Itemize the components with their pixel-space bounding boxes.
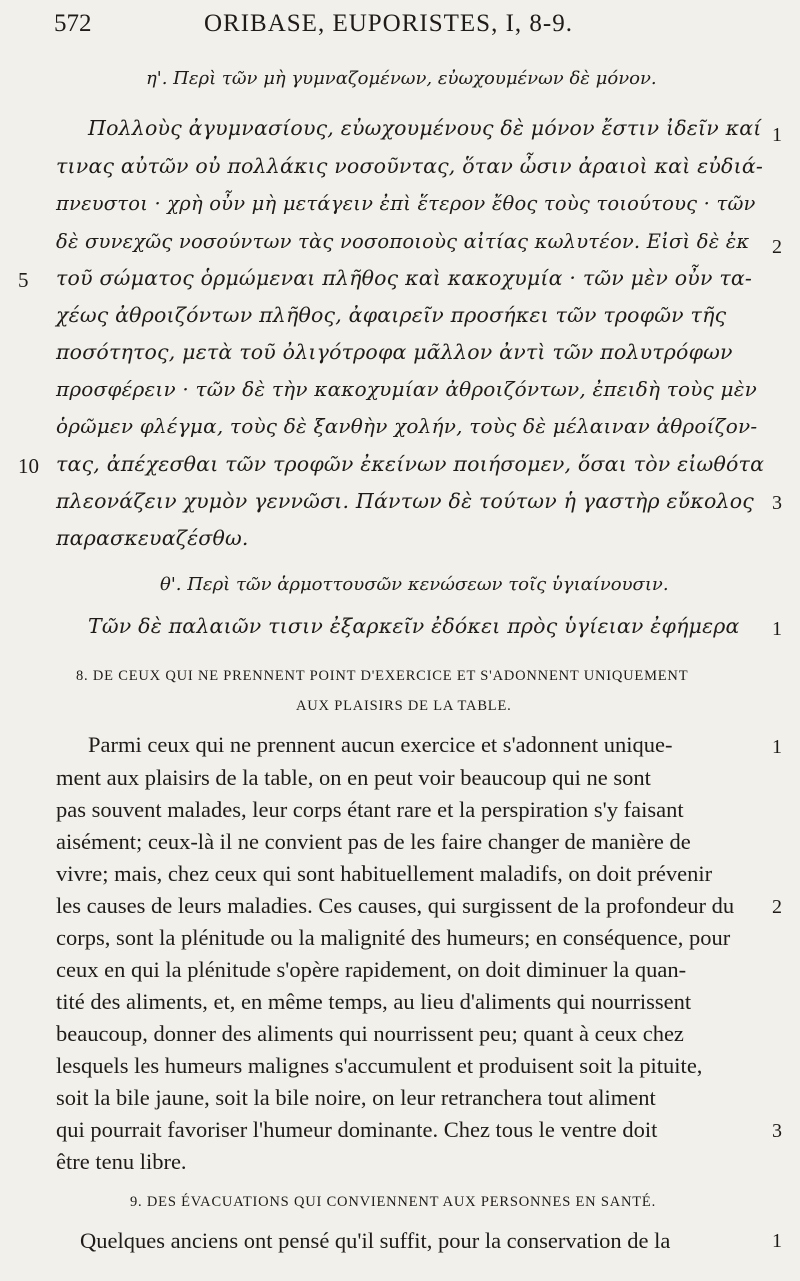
french-line-9: tité des aliments, et, en même temps, au lieu d'aliments qui nourrissent — [56, 989, 692, 1014]
french-line-6: les causes de leurs maladies. Ces causes, qui surgissent de la profondeur du — [56, 893, 735, 918]
french-line-8: ceux en qui la plénitude s'opère rapidement, on doit diminuer la quan- — [56, 957, 687, 982]
greek-line-8: προσφέρειν · τῶν δὲ τὴν κακοχυμίαν ἀθροιζόντων, ἐπειδὴ τοὺς μὲν — [56, 377, 758, 401]
french-line-11: lesquels les humeurs malignes s'accumulent et produisent soit la pituite, — [56, 1053, 703, 1078]
margin-number-3: 3 — [772, 492, 782, 514]
greek-line-6: χέως ἀθροιζόντων πλῆθος, ἀφαιρεῖν προσήκει τῶν τροφῶν τῆς — [56, 303, 727, 327]
margin-number-2: 2 — [772, 236, 782, 258]
french-line-14: être tenu libre. — [56, 1149, 187, 1174]
greek-line-5: τοῦ σώματος ὁρμώμεναι πλῆθος καὶ κακοχυμία · τῶν μὲν οὖν τα- — [56, 266, 753, 290]
greek-line-7: ποσότητος, μετὰ τοῦ ὀλιγότροφα μᾶλλον ἀντὶ τῶν πολυτρόφων — [56, 340, 733, 364]
french-line-1: Parmi ceux qui ne prennent aucun exercice et s'adonnent unique- — [88, 732, 673, 757]
greek-heading-theta: θ'. Περὶ τῶν ἁρμοττουσῶν κενώσεων τοῖς ὑγιαίνουσιν. — [160, 574, 669, 595]
greek-line-11: πλεονάζειν χυμὸν γεννῶσι. Πάντων δὲ τούτων ἡ γαστὴρ εὔκολος — [56, 489, 754, 513]
greek-line-9: ὁρῶμεν φλέγμα, τοὺς δὲ ξανθὴν χολήν, τοὺς δὲ μέλαιναν ἀθροίζον- — [56, 414, 758, 438]
french-line-10: beaucoup, donner des aliments qui nourrissent peu; quant à ceux chez — [56, 1021, 684, 1046]
greek-line-4: δὲ συνεχῶς νοσούντων τὰς νοσοποιοὺς αἰτίας κωλυτέον. Εἰσὶ δὲ ἐκ — [56, 230, 750, 253]
french-line-7: corps, sont la plénitude ou la malignité des humeurs; en conséquence, pour — [56, 925, 731, 950]
greek-line-3: πνευστοι · χρὴ οὖν μὴ μετάγειν ἐπὶ ἕτερον ἔθος τοὺς τοιούτους · τῶν — [56, 192, 756, 215]
margin-number-fr-1: 1 — [772, 736, 782, 758]
french-heading-8-line-2: AUX PLAISIRS DE LA TABLE. — [296, 698, 512, 714]
french-line-3: pas souvent malades, leur corps étant rare et la perspiration s'y faisant — [56, 797, 684, 822]
greek-line-10: τας, ἀπέχεσθαι τῶν τροφῶν ἐκείνων ποιήσομεν, ὅσαι τὸν εἰωθότα — [56, 452, 765, 476]
margin-number-1: 1 — [772, 124, 782, 146]
french-line-4: aisément; ceux-là il ne convient pas de les faire changer de manière de — [56, 829, 691, 854]
french-line-12: soit la bile jaune, soit la bile noire, on leur retranchera tout aliment — [56, 1085, 656, 1110]
french-line-13: qui pourrait favoriser l'humeur dominante. Chez tous le ventre doit — [56, 1117, 658, 1142]
margin-number-fr-2: 2 — [772, 896, 782, 918]
french-line-5: vivre; mais, chez ceux qui sont habituellement maladifs, on doit prévenir — [56, 861, 713, 886]
french-line-15: Quelques anciens ont pensé qu'il suffit, pour la conservation de la — [80, 1228, 671, 1253]
greek-line-13: Τῶν δὲ παλαιῶν τισιν ἐξαρκεῖν ἐδόκει πρὸς ὑγίειαν ἐφήμερα — [88, 614, 740, 638]
greek-line-1: Πολλοὺς ἀγυμνασίους, εὐωχουμένους δὲ μόνον ἔστιν ἰδεῖν καί — [88, 116, 762, 140]
greek-line-2: τινας αὐτῶν οὐ πολλάκις νοσοῦντας, ὅταν ὦσιν ἀραιοὶ καὶ εὐδιά- — [56, 154, 763, 178]
margin-number-fr9-1: 1 — [772, 1230, 782, 1252]
line-number-5: 5 — [18, 268, 29, 292]
french-line-2: ment aux plaisirs de la table, on en peut voir beaucoup qui ne sont — [56, 765, 651, 790]
greek-heading-eta: η'. Περὶ τῶν μὴ γυμναζομένων, εὐωχουμένων δὲ μόνον. — [146, 68, 657, 89]
margin-number-theta-1: 1 — [772, 618, 782, 640]
page-number: 572 — [54, 10, 92, 37]
french-heading-8-line-1: 8. DE CEUX QUI NE PRENNENT POINT D'EXERCICE ET S'ADONNENT UNIQUEMENT — [76, 668, 689, 684]
line-number-10: 10 — [18, 454, 39, 478]
greek-line-12: παρασκευαζέσθω. — [56, 526, 249, 550]
margin-number-fr-3: 3 — [772, 1120, 782, 1142]
running-title: ORIBASE, EUPORISTES, I, 8-9. — [204, 10, 573, 37]
french-heading-9: 9. DES ÉVACUATIONS QUI CONVIENNENT AUX PERSONNES EN SANTÉ. — [130, 1194, 656, 1210]
